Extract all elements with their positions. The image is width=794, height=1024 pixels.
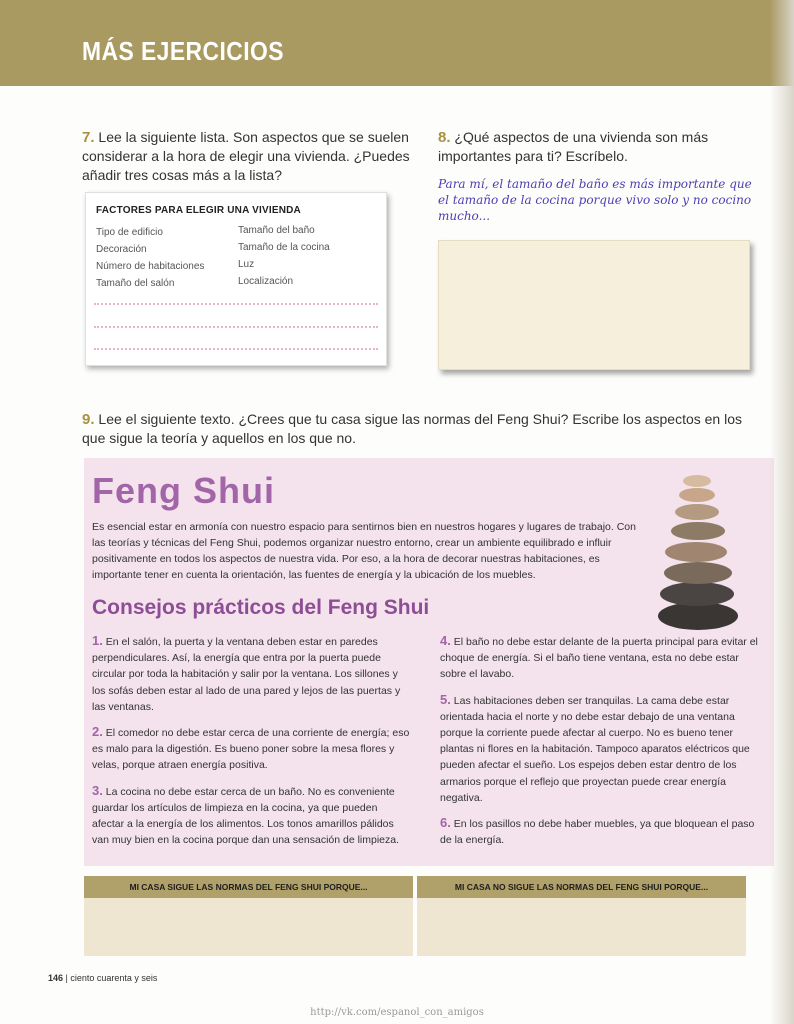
tip-item: 6. En los pasillos no debe haber muebles, ya que bloquean el paso de la energía. <box>440 815 755 847</box>
exercise-9-number: 9. <box>82 411 95 428</box>
factor-item: Luz <box>238 259 255 270</box>
answer-line[interactable] <box>94 324 378 328</box>
page-number-words: | ciento cuarenta y seis <box>65 973 158 983</box>
answer-table <box>84 876 746 956</box>
exercise-8-text: ¿Qué aspectos de una vivienda son más importantes para ti? Escríbelo. <box>438 129 709 164</box>
exercise-7-number: 7. <box>82 129 95 146</box>
factor-item: Decoración <box>96 244 147 255</box>
exercise-8-number: 8. <box>438 129 451 146</box>
exercise-8-prompt <box>438 128 758 166</box>
table-header-follows: MI CASA SIGUE LAS NORMAS DEL FENG SHUI PORQUE... <box>84 876 413 898</box>
feng-shui-title: Feng Shui <box>92 470 275 511</box>
page-number: 146 <box>48 973 64 983</box>
tip-item: 4. El baño no debe estar delante de la puerta principal para evitar el choque de energía. Si el baño tiene ventana, esta no debe estar sobre el lavabo. <box>440 633 758 681</box>
exercise-7-text: Lee la siguiente lista. Son aspectos que se suelen considerar a la hora de elegir una vivienda. ¿Puedes añadir tres cosas más a la lista? <box>82 129 410 183</box>
exercise-7-prompt <box>82 128 412 185</box>
tips-column-right <box>440 633 760 857</box>
stacked-stones-image <box>648 470 744 630</box>
header-banner <box>0 0 794 86</box>
factor-item: Tamaño del baño <box>238 225 315 236</box>
tip-item: 1. En el salón, la puerta y la ventana deben estar en paredes perpendiculares. Así, la energía que entra por la puerta puede circular por toda la habitación y salir por la ventana. Los sillones y los sofás deben estar al lado de una pared y lejos de las puertas y las ventanas. <box>92 633 401 713</box>
tips-column-left <box>92 633 412 857</box>
table-header-not-follows: MI CASA NO SIGUE LAS NORMAS DEL FENG SHUI PORQUE... <box>417 876 746 898</box>
tip-item: 5. Las habitaciones deben ser tranquilas. La cama debe estar orientada hacia el norte y no debe estar debajo de una ventana porque la corriente puede afectar al cuerpo. No es bueno tener plantas ni flores en la habitación. Tampoco aparatos eléctricos que pueden afectar el sueño. Los espejos deben estar dentro de los armarios porque el reflejo que proyectan puede crear energía negativa. <box>440 691 750 804</box>
factor-item: Tamaño de la cocina <box>238 242 330 253</box>
factors-card-title: FACTORES PARA ELEGIR UNA VIVIENDA <box>96 205 301 216</box>
tip-item: 2. El comedor no debe estar cerca de una corriente de energía; eso es malo para la digestión. Es bueno poner sobre la mesa flores y velas, porque atraen energía positiva. <box>92 724 410 772</box>
factor-item: Número de habitaciones <box>96 261 205 272</box>
factor-item: Tamaño del salón <box>96 278 175 289</box>
factors-card <box>85 192 387 366</box>
answer-cell-not-follows[interactable] <box>417 898 746 956</box>
handwritten-answer: Para mí, el tamaño del baño es más importante que el tamaño de la cocina porque vivo solo y no cocino mucho... <box>438 177 752 223</box>
answer-line[interactable] <box>94 301 378 305</box>
tip-item: 3. La cocina no debe estar cerca de un baño. No es conveniente guardar los artículos de limpieza en la cocina, ya que pueden afectar a la energía de los alimentos. Los tonos amarillos pálidos van muy bien en la cocina porque dan una sensación de limpieza. <box>92 782 400 847</box>
exercise-8-writing-box[interactable] <box>438 240 750 370</box>
exercise-9-prompt <box>82 410 752 448</box>
exercise-9-text: Lee el siguiente texto. ¿Crees que tu casa sigue las normas del Feng Shui? Escribe los aspectos en los que sigue la teoría y aquellos en los que no. <box>82 411 742 446</box>
factor-item: Localización <box>238 276 294 287</box>
answer-cell-follows[interactable] <box>84 898 413 956</box>
factor-item: Tipo de edificio <box>96 227 163 238</box>
watermark-url: http://vk.com/espanol_con_amigos <box>310 1007 484 1018</box>
feng-shui-intro: Es esencial estar en armonía con nuestro espacio para sentirnos bien en nuestros hogares y lugares de trabajo. Con las teorías y técnicas del Feng Shui, podemos organizar nuestro entorno, crear un ambiente equilibrado e influir positivamente en todos los aspectos de nuestra vida. Por eso, a la hora de decorar nuestras habitaciones, es importante tener en cuenta la orientación, las fuentes de energía y la ubicación de los muebles. <box>92 521 636 581</box>
answer-line[interactable] <box>94 346 378 350</box>
page-edge-shadow <box>770 0 794 1024</box>
page-footer <box>48 973 157 983</box>
tips-subtitle: Consejos prácticos del Feng Shui <box>92 596 430 619</box>
section-title: MÁS EJERCICIOS <box>82 36 284 66</box>
